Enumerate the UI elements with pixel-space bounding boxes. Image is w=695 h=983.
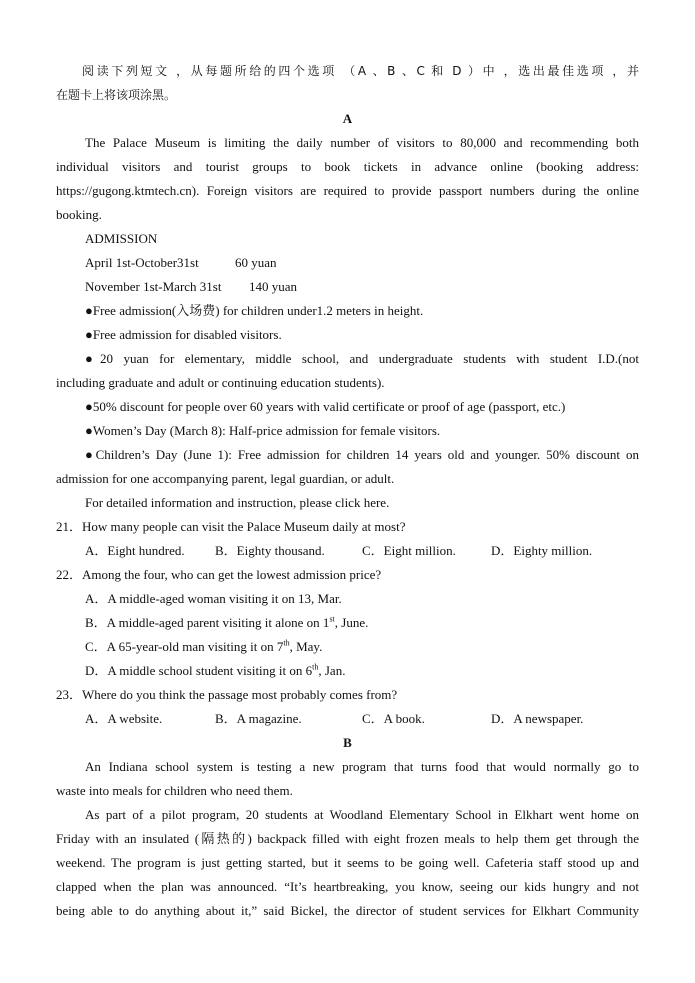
bullet-item: ●Free admission for disabled visitors. (85, 327, 282, 342)
q22-option-c-sup: th (283, 638, 290, 648)
paragraph-line: weekend. The program is just getting started, but it seems to be going well. Cafeteria staff stood up and (56, 855, 639, 870)
bullet-item: ●Women’s Day (March 8): Half-price admission for female visitors. (85, 423, 441, 438)
q23-option-d: D．A newspaper. (491, 711, 584, 726)
q23-option-b: B．A magazine. (215, 711, 302, 726)
bullet-item-cont: including graduate and adult or continuing education students). (56, 375, 385, 390)
q23-option-a: A．A website. (85, 711, 163, 726)
q21-option-a: A．Eight hundred. (85, 543, 185, 558)
q22-option-b (85, 615, 368, 631)
price-value: 60 yuan (235, 255, 277, 270)
question-21-stem: 21．How many people can visit the Palace Museum daily at most? (56, 519, 406, 534)
paragraph-line: clapped when the plan was announced. “It’s heartbreaking, you know, seeing our kids hungry and not (56, 879, 639, 894)
q22-option-d-tail: , Jan. (318, 663, 346, 678)
paragraph-line: waste into meals for children who need them. (56, 783, 293, 798)
paragraph-line: An Indiana school system is testing a new program that turns food that would normally go to (85, 759, 639, 774)
q21-option-c: C．Eight million. (362, 543, 456, 558)
q22-option-c (85, 639, 322, 655)
paragraph-line: individual visitors and tourist groups to book tickets in advance online (booking address: (56, 159, 639, 174)
q23-option-c: C．A book. (362, 711, 425, 726)
paragraph-line: As part of a pilot program, 20 students at Woodland Elementary School in Elkhart went home on (85, 807, 639, 822)
paragraph-line: booking. (56, 207, 102, 222)
bullet-item: ●Children’s Day (June 1): Free admission for children 14 years old and younger. 50% discount on (85, 447, 639, 462)
q22-option-b-sup: st (329, 614, 335, 624)
q22-option-d (85, 663, 345, 679)
q22-option-d-sup: th (312, 662, 319, 672)
bullet-item: ●Free admission(入场费) for children under1.2 meters in height. (85, 303, 424, 318)
paragraph-line: Friday with an insulated (隔热的) backpack filled with eight frozen meals to help them get through the (56, 831, 639, 846)
section-b-heading: B (343, 735, 352, 750)
q22-option-b-tail: , June. (334, 615, 369, 630)
bullet-item: ●50% discount for people over 60 years with valid certificate or proof of age (passport, etc.) (85, 399, 566, 414)
instruction-line-2: 在题卡上将该项涂黑。 (56, 88, 177, 102)
q21-option-b: B．Eighty thousand. (215, 543, 325, 558)
paragraph-line: https://gugong.ktmtech.cn). Foreign visitors are required to provide passport numbers during the online (56, 183, 639, 198)
q22-option-c-text: C．A 65-year-old man visiting it on 7 (85, 639, 284, 654)
price-period: April 1st-October31st (85, 255, 199, 270)
question-22-stem: 22．Among the four, who can get the lowest admission price? (56, 567, 382, 582)
price-value: 140 yuan (249, 279, 298, 294)
instruction-line-1: 阅读下列短文 ，从每题所给的四个选项 （A 、B 、C 和 D ）中 ，选出最佳选项 ，并 (82, 64, 639, 78)
section-a-heading: A (342, 111, 353, 126)
q22-option-b-text: B．A middle-aged parent visiting it alone on 1 (85, 615, 330, 630)
paragraph-line: The Palace Museum is limiting the daily number of visitors to 80,000 and recommending both (85, 135, 639, 150)
price-period: November 1st-March 31st (85, 279, 222, 294)
paragraph-line: being able to do anything about it,” said Bickel, the director of student services for Elkhart Community (56, 903, 639, 918)
click-here-text: For detailed information and instruction, please click here. (85, 495, 390, 510)
q22-option-a: A．A middle-aged woman visiting it on 13, Mar. (85, 591, 342, 606)
admission-title: ADMISSION (85, 231, 158, 246)
bullet-item: ●20 yuan for elementary, middle school, and undergraduate students with student I.D.(not (85, 351, 639, 366)
q22-option-d-text: D．A middle school student visiting it on 6 (85, 663, 313, 678)
q22-option-c-tail: , May. (289, 639, 323, 654)
question-23-stem: 23．Where do you think the passage most probably comes from? (56, 687, 398, 702)
bullet-item-cont: admission for one accompanying parent, legal guardian, or adult. (56, 471, 395, 486)
q21-option-d: D．Eighty million. (491, 543, 593, 558)
